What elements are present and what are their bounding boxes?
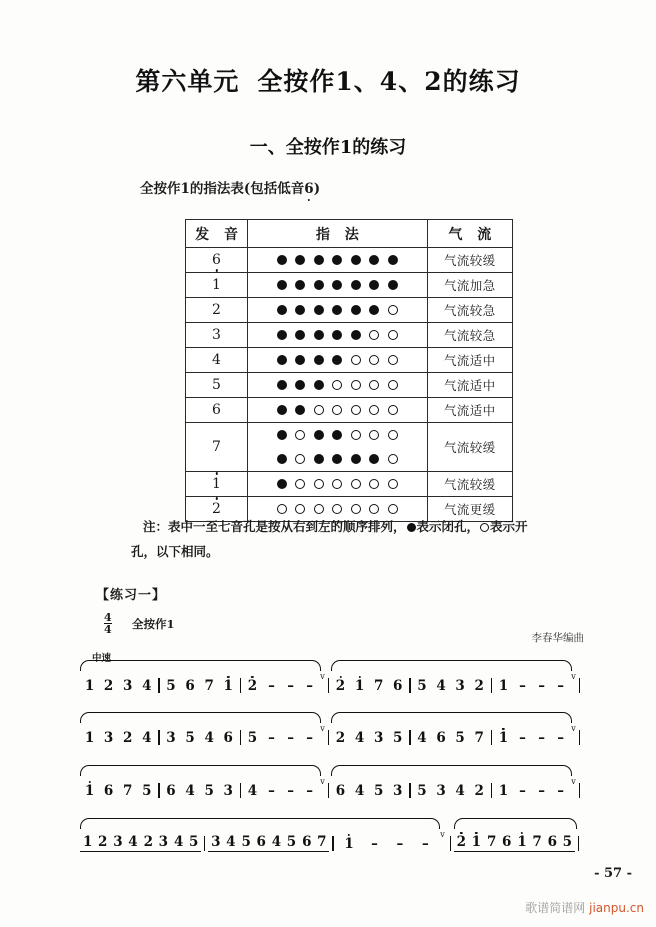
closed-hole-icon bbox=[277, 405, 287, 415]
note: 5 bbox=[185, 730, 195, 746]
note-sustain-dash: – bbox=[519, 678, 526, 694]
closed-hole-icon bbox=[277, 255, 287, 265]
note-sustain-dash: – bbox=[396, 836, 404, 852]
cell-fingering bbox=[248, 398, 428, 423]
eighth-note-pair bbox=[80, 834, 110, 852]
open-hole-icon bbox=[295, 454, 305, 464]
note: 1 bbox=[82, 834, 93, 850]
cell-airflow: 气流较缓 bbox=[427, 472, 512, 497]
header-fingering: 指 法 bbox=[248, 220, 428, 248]
exercise-heading: 【练习一】 bbox=[96, 588, 167, 603]
unit-title bbox=[0, 62, 656, 98]
cell-fingering bbox=[248, 447, 428, 472]
closed-hole-icon bbox=[351, 305, 361, 315]
cell-note: 6 bbox=[186, 398, 248, 423]
open-hole-icon bbox=[314, 405, 324, 415]
open-hole-icon bbox=[332, 479, 342, 489]
closed-hole-icon bbox=[332, 355, 342, 365]
eighth-note-pair bbox=[299, 834, 329, 852]
note: 1 bbox=[354, 678, 365, 694]
breath-mark: v bbox=[571, 777, 576, 786]
closed-hole-icon bbox=[277, 430, 287, 440]
open-hole-icon bbox=[369, 355, 379, 365]
phrase-slur bbox=[80, 818, 440, 829]
open-hole-icon bbox=[295, 430, 305, 440]
note: 4 bbox=[417, 730, 427, 746]
exercise-mode: 全按作1 bbox=[132, 617, 175, 631]
note: 2 bbox=[97, 834, 108, 850]
cell-airflow: 气流较急 bbox=[427, 298, 512, 323]
note: 3 bbox=[455, 678, 465, 694]
note-sustain-dash: – bbox=[306, 783, 314, 799]
open-hole-icon bbox=[388, 405, 398, 415]
cell-airflow: 气流较缓 bbox=[427, 248, 512, 273]
breath-mark: v bbox=[320, 724, 325, 733]
cell-airflow: 气流较缓 bbox=[427, 423, 512, 472]
cell-airflow: 气流适中 bbox=[427, 373, 512, 398]
note: 5 bbox=[142, 783, 152, 799]
table-row bbox=[186, 323, 513, 348]
note: 2 bbox=[456, 834, 467, 850]
phrase-slur bbox=[80, 712, 321, 723]
note: 7 bbox=[532, 834, 542, 850]
closed-hole-icon bbox=[295, 330, 305, 340]
cell-note: 5 bbox=[186, 373, 248, 398]
open-hole-icon bbox=[332, 504, 342, 514]
open-hole-icon bbox=[369, 380, 379, 390]
table-row bbox=[186, 298, 513, 323]
note: 1 bbox=[517, 834, 527, 850]
note: 4 bbox=[354, 730, 365, 746]
note: 4 bbox=[185, 783, 195, 799]
closed-hole-icon bbox=[295, 305, 305, 315]
note-sustain-dash: – bbox=[287, 783, 294, 799]
breath-mark: v bbox=[571, 672, 576, 681]
note: 6 bbox=[166, 783, 176, 799]
note-sustain-dash: – bbox=[557, 678, 565, 694]
phrase-slur bbox=[331, 712, 572, 723]
closed-hole-icon bbox=[295, 380, 305, 390]
note: 5 bbox=[286, 834, 297, 850]
cell-fingering bbox=[248, 348, 428, 373]
closed-hole-icon bbox=[295, 405, 305, 415]
watermark-domain: jianpu.cn bbox=[589, 901, 644, 915]
table-row bbox=[186, 373, 513, 398]
table-row bbox=[186, 398, 513, 423]
closed-hole-icon bbox=[332, 454, 342, 464]
note-sustain-dash: – bbox=[268, 678, 275, 694]
note: 4 bbox=[226, 834, 236, 850]
note: 6 bbox=[502, 834, 512, 850]
note: 1 bbox=[498, 730, 509, 746]
eighth-note-pair bbox=[110, 834, 140, 852]
note-sustain-dash: – bbox=[371, 836, 378, 852]
table-row bbox=[186, 248, 513, 273]
closed-hole-icon bbox=[369, 305, 379, 315]
note: 3 bbox=[113, 834, 123, 850]
unit-title-left: 第六单元 bbox=[135, 67, 240, 96]
cell-airflow: 气流适中 bbox=[427, 398, 512, 423]
note: 7 bbox=[204, 678, 214, 694]
composer-credit: 李春华编曲 bbox=[531, 632, 584, 644]
barline bbox=[447, 836, 454, 852]
note: 6 bbox=[547, 834, 558, 850]
open-hole-icon bbox=[351, 355, 361, 365]
header-airflow: 气 流 bbox=[427, 220, 512, 248]
note: 1 bbox=[498, 678, 509, 694]
note: 3 bbox=[373, 730, 384, 746]
note: 6 bbox=[223, 730, 233, 746]
note: 5 bbox=[247, 730, 258, 746]
open-hole-icon bbox=[388, 504, 398, 514]
closed-hole-icon bbox=[277, 280, 287, 290]
note: 2 bbox=[474, 678, 484, 694]
open-hole-icon bbox=[277, 504, 287, 514]
note: 1 bbox=[84, 730, 95, 746]
note: 2 bbox=[122, 730, 133, 746]
breath-mark: v bbox=[571, 724, 576, 733]
closed-hole-icon bbox=[314, 355, 324, 365]
eighth-note-pair bbox=[141, 834, 171, 852]
cell-airflow: 气流加急 bbox=[427, 273, 512, 298]
note: 2 bbox=[247, 678, 258, 694]
fingering-table bbox=[185, 219, 513, 522]
barline bbox=[577, 678, 582, 694]
closed-hole-icon bbox=[277, 305, 287, 315]
note: 7 bbox=[373, 678, 384, 694]
unit-title-right: 全按作1、4、2的练习 bbox=[257, 67, 521, 96]
open-hole-icon bbox=[351, 430, 361, 440]
note: 5 bbox=[373, 783, 384, 799]
note: 1 bbox=[498, 783, 509, 799]
table-row bbox=[186, 472, 513, 497]
note: 2 bbox=[335, 730, 346, 746]
note-sustain-dash: – bbox=[538, 730, 545, 746]
note: 4 bbox=[271, 834, 282, 850]
note: 3 bbox=[122, 678, 133, 694]
closed-hole-icon bbox=[351, 454, 361, 464]
closed-hole-icon bbox=[351, 255, 361, 265]
closed-hole-icon bbox=[314, 454, 324, 464]
closed-hole-icon bbox=[314, 380, 324, 390]
note: 3 bbox=[158, 834, 169, 850]
note: 6 bbox=[436, 730, 446, 746]
eighth-note-pair bbox=[269, 834, 299, 852]
note: 2 bbox=[103, 678, 114, 694]
closed-hole-icon bbox=[277, 454, 287, 464]
note-sustain-dash: – bbox=[519, 730, 526, 746]
note-sustain-dash: – bbox=[538, 783, 545, 799]
note-sustain-dash: – bbox=[306, 730, 314, 746]
closed-hole-icon bbox=[388, 280, 398, 290]
table-header-row bbox=[186, 220, 513, 248]
phrase-slur bbox=[80, 660, 321, 671]
open-hole-icon bbox=[480, 523, 489, 532]
open-hole-icon bbox=[388, 355, 398, 365]
cell-fingering bbox=[248, 273, 428, 298]
breath-mark: v bbox=[320, 777, 325, 786]
eighth-note-pair bbox=[514, 834, 544, 852]
note: 2 bbox=[335, 678, 346, 694]
cell-note: 4 bbox=[186, 348, 248, 373]
cell-fingering bbox=[248, 472, 428, 497]
closed-hole-icon bbox=[277, 355, 287, 365]
closed-hole-icon bbox=[277, 479, 287, 489]
closed-hole-icon bbox=[314, 280, 324, 290]
eighth-note-pair bbox=[545, 834, 575, 852]
note: 3 bbox=[393, 783, 403, 799]
note: 1 bbox=[84, 678, 95, 694]
note: 1 bbox=[344, 836, 354, 852]
closed-hole-icon bbox=[295, 255, 305, 265]
meter-numerator: 4 bbox=[104, 611, 112, 624]
note: 6 bbox=[256, 834, 266, 850]
note: 6 bbox=[335, 783, 346, 799]
note-sustain-dash: – bbox=[557, 783, 565, 799]
closed-hole-icon bbox=[277, 330, 287, 340]
eighth-note-pair bbox=[454, 834, 484, 852]
eighth-note-pair bbox=[171, 834, 201, 852]
note: 7 bbox=[474, 730, 484, 746]
watermark bbox=[525, 899, 644, 916]
closed-hole-icon bbox=[332, 280, 342, 290]
note: 5 bbox=[393, 730, 403, 746]
closed-hole-icon bbox=[332, 305, 342, 315]
cell-airflow: 气流更缓 bbox=[427, 497, 512, 522]
note: 4 bbox=[173, 834, 184, 850]
closed-hole-icon bbox=[351, 280, 361, 290]
fingering-table-body bbox=[186, 248, 513, 522]
closed-hole-icon bbox=[332, 430, 342, 440]
table-caption: 全按作1的指法表(包括低音6) bbox=[140, 181, 321, 197]
closed-hole-icon bbox=[369, 454, 379, 464]
cell-note: 7 bbox=[186, 423, 248, 472]
cell-airflow: 气流适中 bbox=[427, 348, 512, 373]
note: 1 bbox=[223, 678, 233, 694]
open-hole-icon bbox=[388, 479, 398, 489]
note: 3 bbox=[223, 783, 233, 799]
eighth-note-pair bbox=[238, 834, 268, 852]
phrase-slur bbox=[454, 818, 577, 829]
note: 5 bbox=[417, 678, 427, 694]
page-number: - 57 - bbox=[594, 866, 632, 881]
note-sustain-dash: – bbox=[287, 730, 294, 746]
note: 5 bbox=[417, 783, 427, 799]
open-hole-icon bbox=[369, 405, 379, 415]
table-note bbox=[131, 514, 551, 564]
closed-hole-icon bbox=[388, 255, 398, 265]
open-hole-icon bbox=[351, 380, 361, 390]
note: 4 bbox=[354, 783, 365, 799]
cell-fingering bbox=[248, 373, 428, 398]
open-hole-icon bbox=[369, 430, 379, 440]
closed-hole-icon bbox=[295, 280, 305, 290]
note: 1 bbox=[471, 834, 482, 850]
open-hole-icon bbox=[314, 504, 324, 514]
cell-note: 1 bbox=[186, 472, 248, 497]
table-row bbox=[186, 423, 513, 448]
closed-hole-icon bbox=[295, 355, 305, 365]
note: 3 bbox=[103, 730, 114, 746]
closed-hole-icon bbox=[369, 280, 379, 290]
barline bbox=[575, 836, 582, 852]
closed-hole-icon bbox=[314, 255, 324, 265]
note-sustain-dash: – bbox=[306, 678, 314, 694]
cell-airflow: 气流较急 bbox=[427, 323, 512, 348]
table-row bbox=[186, 273, 513, 298]
note: 6 bbox=[393, 678, 403, 694]
note: 4 bbox=[247, 783, 258, 799]
cell-fingering bbox=[248, 423, 428, 448]
note-sustain-dash: – bbox=[519, 783, 526, 799]
open-hole-icon bbox=[351, 405, 361, 415]
note: 6 bbox=[103, 783, 114, 799]
table-note-suffix: 以下相同。 bbox=[156, 544, 219, 559]
cell-note: 2 bbox=[186, 298, 248, 323]
music-line-1 bbox=[80, 660, 582, 694]
open-hole-icon bbox=[369, 330, 379, 340]
open-hole-icon bbox=[295, 479, 305, 489]
table-note-prefix: 注：表中一至七音孔是按从右到左的顺序排列， bbox=[143, 519, 406, 534]
open-hole-icon bbox=[295, 504, 305, 514]
note: 5 bbox=[455, 730, 465, 746]
note: 5 bbox=[188, 834, 199, 850]
note-sustain-dash: – bbox=[421, 836, 429, 852]
barline bbox=[201, 836, 208, 852]
eighth-note-pair bbox=[208, 834, 238, 852]
section-title: 一、全按作1的练习 bbox=[249, 137, 407, 158]
note: 7 bbox=[317, 834, 327, 850]
note: 4 bbox=[142, 678, 152, 694]
note: 7 bbox=[487, 834, 497, 850]
open-hole-icon bbox=[369, 504, 379, 514]
note-sustain-dash: – bbox=[538, 678, 545, 694]
closed-hole-icon bbox=[314, 330, 324, 340]
table-note-open: 表示开孔， bbox=[131, 519, 528, 559]
note: 2 bbox=[474, 783, 484, 799]
barline bbox=[577, 783, 582, 799]
phrase-slur bbox=[80, 765, 321, 776]
meter-denominator: 4 bbox=[104, 623, 112, 636]
open-hole-icon bbox=[314, 479, 324, 489]
closed-hole-icon bbox=[332, 255, 342, 265]
music-line-3 bbox=[80, 765, 582, 799]
barline bbox=[329, 836, 336, 852]
open-hole-icon bbox=[388, 330, 398, 340]
cell-note: 3 bbox=[186, 323, 248, 348]
open-hole-icon bbox=[388, 430, 398, 440]
note-sustain-dash: – bbox=[268, 783, 275, 799]
open-hole-icon bbox=[369, 479, 379, 489]
note: 6 bbox=[302, 834, 312, 850]
table-row bbox=[186, 348, 513, 373]
cell-fingering bbox=[248, 248, 428, 273]
note: 6 bbox=[185, 678, 195, 694]
note-sustain-dash: – bbox=[268, 730, 275, 746]
note: 1 bbox=[84, 783, 95, 799]
music-line-4 bbox=[80, 818, 582, 852]
note: 4 bbox=[128, 834, 138, 850]
open-hole-icon bbox=[332, 405, 342, 415]
closed-hole-icon bbox=[369, 255, 379, 265]
closed-hole-icon bbox=[407, 523, 416, 532]
open-hole-icon bbox=[332, 380, 342, 390]
open-hole-icon bbox=[388, 305, 398, 315]
note: 4 bbox=[142, 730, 152, 746]
note: 3 bbox=[166, 730, 176, 746]
closed-hole-icon bbox=[351, 330, 361, 340]
note: 5 bbox=[562, 834, 573, 850]
breath-mark: v bbox=[440, 830, 445, 839]
note: 5 bbox=[204, 783, 214, 799]
note: 2 bbox=[143, 834, 154, 850]
cell-fingering bbox=[248, 298, 428, 323]
music-line-2 bbox=[80, 712, 582, 746]
cell-note: 6 bbox=[186, 248, 248, 273]
cell-note: 1 bbox=[186, 273, 248, 298]
note: 7 bbox=[122, 783, 133, 799]
note: 3 bbox=[436, 783, 446, 799]
closed-hole-icon bbox=[314, 305, 324, 315]
closed-hole-icon bbox=[332, 330, 342, 340]
note: 3 bbox=[211, 834, 221, 850]
open-hole-icon bbox=[351, 479, 361, 489]
note: 4 bbox=[436, 678, 446, 694]
table-note-closed: 表示闭孔， bbox=[416, 519, 480, 534]
note: 4 bbox=[204, 730, 214, 746]
phrase-slur bbox=[331, 765, 572, 776]
tempo-marking: 中速 bbox=[92, 653, 112, 664]
watermark-label: 歌谱简谱网 bbox=[525, 901, 586, 915]
note-sustain-dash: – bbox=[287, 678, 294, 694]
closed-hole-icon bbox=[314, 430, 324, 440]
open-hole-icon bbox=[351, 504, 361, 514]
note-sustain-dash: – bbox=[557, 730, 565, 746]
header-note: 发 音 bbox=[186, 220, 248, 248]
closed-hole-icon bbox=[277, 380, 287, 390]
open-hole-icon bbox=[388, 380, 398, 390]
note: 5 bbox=[166, 678, 176, 694]
note: 4 bbox=[455, 783, 465, 799]
open-hole-icon bbox=[388, 454, 398, 464]
eighth-note-pair bbox=[484, 834, 514, 852]
cell-fingering bbox=[248, 323, 428, 348]
note: 5 bbox=[241, 834, 251, 850]
barline bbox=[577, 730, 582, 746]
breath-mark: v bbox=[320, 672, 325, 681]
phrase-slur bbox=[331, 660, 572, 671]
cell-note: 2 bbox=[186, 497, 248, 522]
